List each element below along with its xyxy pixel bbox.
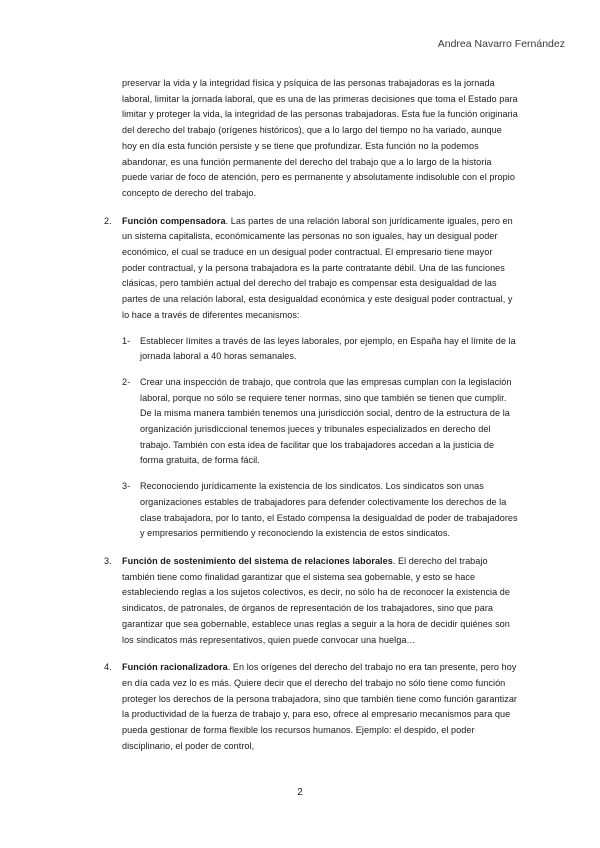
section-title: Función compensadora — [122, 215, 226, 226]
list-item-number: 3- — [122, 481, 131, 492]
document-body — [104, 76, 518, 754]
page-header-author: Andrea Navarro Fernández — [437, 38, 565, 50]
section-text: . Las partes de una relación laboral son jurídicamente iguales, pero en un sistema capitalista, económicamente las personas no son iguales, hay un desigual poder económico, el cual se traduce en un desigual poder contractual. El empresario tiene mayor poder contractual, y la persona trabajadora es la parte contratante débil. Una de las funciones clásicas, pero también actual del derecho del trabajo es compensar esta desigualdad de las partes de una relación laboral, esta desigualdad económica y este desigual poder contractual, y lo hace a través de diferentes mecanismos: — [122, 215, 513, 320]
list-item — [122, 479, 518, 542]
section-paragraph — [122, 214, 518, 324]
page-number: 2 — [297, 787, 303, 798]
section-title: Función de sostenimiento del sistema de relaciones laborales — [122, 555, 393, 566]
intro-paragraph: preservar la vida y la integridad física y psíquica de las personas trabajadoras es la jornada laboral, limitar la jornada laboral, que es una de las primeras decisiones que toma el Estado para limitar y proteger la vida, la integridad de las personas trabajadoras. Esta fue la función originaria del derecho del trabajo (orígenes históricos), que a lo largo del tiempo no ha variado, aunque hoy en día esta función persiste y se tiene que profundizar. Esta función no la podemos abandonar, es una función permanente del derecho del trabajo que a lo largo de la historia puede variar de foco de atención, pero es permanente y absolutamente indisoluble con el propio concepto de derecho del trabajo. — [122, 78, 518, 198]
section-paragraph — [122, 554, 518, 648]
section-number: 3. — [104, 555, 112, 566]
section-paragraph — [122, 660, 518, 754]
section-title: Función racionalizadora — [122, 662, 228, 673]
list-item-text: Reconociendo jurídicamente la existencia de los sindicatos. Los sindicatos son unas organizaciones estables de trabajadores para defender colectivamente los derechos de la clase trabajadora, por lo tanto, el Estado compensa la desigualdad de poder de trabajadores y empresarios permitiendo y reconociendo la existencia de estos sindicatos. — [140, 481, 518, 539]
list-item — [122, 334, 518, 365]
section-number: 4. — [104, 662, 112, 673]
list-item-text: Crear una inspección de trabajo, que controla que las empresas cumplan con la legislación laboral, porque no sólo se requiere tener normas, sino que también se tienen que cumplir. De la misma manera también tenemos una jurisdicción social, dentro de la estructura de la organización jurisdiccional tenemos jueces y tribunales especializados en derecho del trabajo. También con esta idea de facilitar que los trabajadores accedan a la justicia de forma gratuita, de forma fácil. — [140, 376, 512, 466]
list-item — [122, 375, 518, 469]
section-compensadora — [104, 214, 518, 542]
list-item-number: 2- — [122, 376, 131, 387]
section-racionalizadora — [104, 660, 518, 754]
section-text: . El derecho del trabajo también tiene como finalidad garantizar que el sistema sea gobernable, y esto se hace estableciendo reglas a los sujetos colectivos, es decir, no sólo ha de reconocer la existencia de sindicatos, de patronales, de órganos de representación de los trabajadores, sino que para garantizar que sea gobernable, establece unas reglas a seguir a la hora de decidir quiénes son los sindicatos más representativos, quien puede convocar una huelga… — [122, 555, 511, 645]
list-item-number: 1- — [122, 335, 131, 346]
section-text: . En los orígenes del derecho del trabajo no era tan presente, pero hoy en día cada vez lo es más. Quiere decir que el derecho del trabajo no sólo tiene como función proteger los derechos de la persona trabajadora, sino que también tiene como función garantizar la productividad de la fuerza de trabajo y, para eso, ofrece al empresario mecanismos para que pueda gestionar de forma flexible los recursos humanos. Ejemplo: el despido, el poder disciplinario, el poder de control, — [122, 662, 518, 751]
list-item-text: Establecer límites a través de las leyes laborales, por ejemplo, en España hay el límite de la jornada laboral a 40 horas semanales. — [140, 335, 516, 362]
section-number: 2. — [104, 215, 112, 226]
mechanisms-list — [122, 334, 518, 542]
section-sostenimiento — [104, 554, 518, 648]
